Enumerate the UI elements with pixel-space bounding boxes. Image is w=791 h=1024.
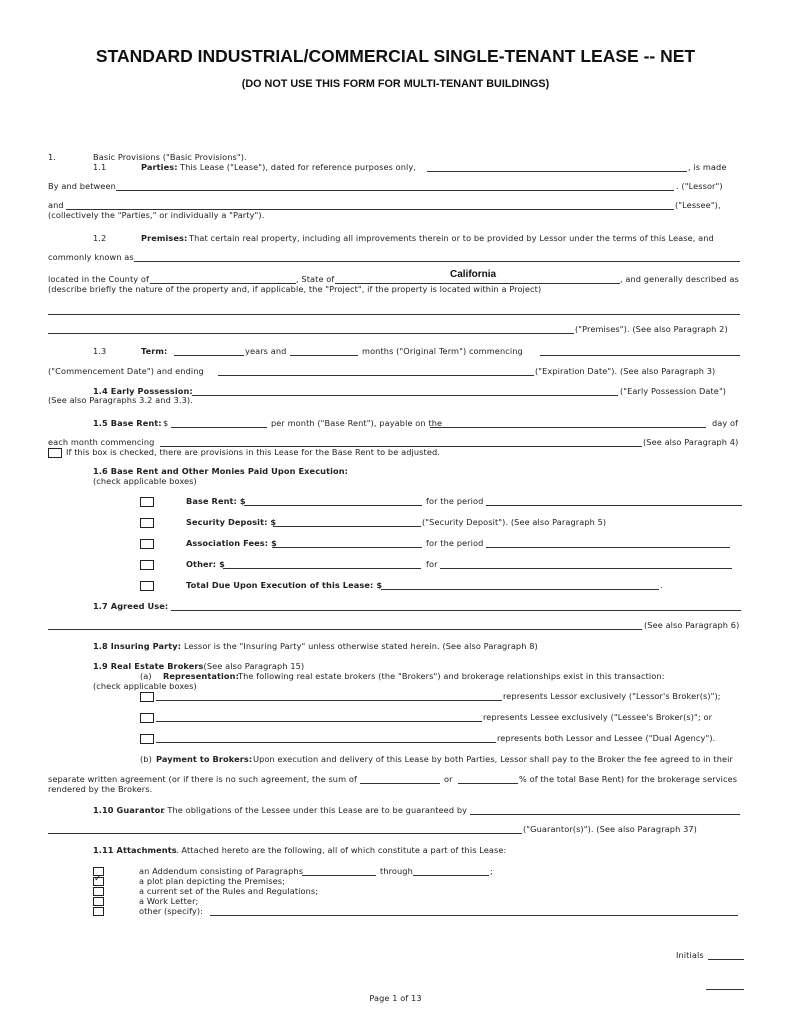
- check-applicable-text: (check applicable boxes): [93, 476, 197, 486]
- see-p4-text: (See also Paragraph 4): [643, 437, 739, 447]
- payment-brokers-text: Upon execution and delivery of this Lease by both Parties, Lessor shall pay to the Broker the fee agreed to in their: [253, 754, 734, 764]
- other-purpose-field[interactable]: [440, 568, 732, 569]
- by-between-text: By and between: [48, 181, 116, 191]
- rendered-text: rendered by the Brokers.: [48, 784, 153, 794]
- plot-plan-checkbox[interactable]: [93, 877, 104, 886]
- other-attachment-checkbox[interactable]: [93, 907, 104, 916]
- base-rent-checkbox[interactable]: [140, 497, 154, 507]
- base-rent-amount-field[interactable]: [171, 427, 267, 428]
- collectively-text: (collectively the "Parties," or individually a "Party").: [48, 210, 265, 220]
- premises-address-field[interactable]: [134, 261, 740, 262]
- security-deposit-ref: ("Security Deposit"). (See also Paragraph 5): [422, 517, 607, 527]
- commonly-known-text: commonly known as: [48, 252, 134, 262]
- rules-checkbox[interactable]: [93, 887, 104, 896]
- attachments-text: . Attached hereto are the following, all of which constitute a part of this Lease:: [176, 845, 507, 855]
- per-month-text: per month ("Base Rent"), payable on the: [271, 418, 443, 428]
- premises-label: Premises:: [141, 233, 188, 243]
- early-possession-field[interactable]: [192, 395, 618, 396]
- premises-text: That certain real property, including all improvements therein or to be provided by Lessor under the terms of this Lease, and: [189, 233, 714, 243]
- security-deposit-label: Security Deposit: $: [186, 517, 277, 527]
- total-due-checkbox[interactable]: [140, 581, 154, 591]
- paragraph-number: 1.2: [93, 233, 107, 243]
- lessee-broker-checkbox[interactable]: [140, 713, 154, 723]
- insuring-party-label: 1.8 Insuring Party:: [93, 641, 182, 651]
- day-of-text: day of: [712, 418, 739, 428]
- term-years-field[interactable]: [174, 355, 244, 356]
- guarantor-label: 1.10 Guarantor: [93, 805, 165, 815]
- representation-text: The following real estate brokers (the "Brokers") and brokerage relationships exist in this transaction:: [238, 671, 665, 681]
- section-heading: Basic Provisions ("Basic Provisions").: [93, 152, 247, 162]
- document-subtitle: (DO NOT USE THIS FORM FOR MULTI-TENANT BUILDINGS): [241, 78, 550, 90]
- describe-briefly-text: (describe briefly the nature of the property and, if applicable, the "Project", if the property is located within a Project): [48, 284, 542, 294]
- early-possession-text: ("Early Possession Date"): [620, 386, 727, 396]
- guarantor-field[interactable]: [470, 814, 740, 815]
- state-value: California: [450, 269, 497, 280]
- initials-text: Initials: [676, 950, 704, 960]
- base-rent-adjusted-checkbox[interactable]: [48, 448, 62, 458]
- brokers-label: 1.9 Real Estate Brokers: [93, 661, 204, 671]
- commencing-field[interactable]: [540, 355, 740, 356]
- original-term-text: months ("Original Term") commencing: [362, 346, 523, 356]
- agreed-use-field[interactable]: [171, 610, 741, 611]
- association-fees-label: Association Fees: $: [186, 538, 277, 548]
- guarantor-ref-text: ("Guarantor(s)"). (See also Paragraph 37): [523, 824, 697, 834]
- separate-agreement-text: separate written agreement (or if there is no such agreement, the sum of: [48, 774, 357, 784]
- guarantor-text: . The obligations of the Lessee under this Lease are to be guaranteed by: [162, 805, 468, 815]
- work-letter-text: a Work Letter;: [139, 896, 199, 906]
- lessor-broker-field[interactable]: [156, 700, 502, 701]
- lessor-label: . ("Lessor"): [676, 181, 723, 191]
- lessor-field[interactable]: [116, 190, 674, 191]
- through-text: through: [380, 866, 413, 876]
- county-text: located in the County of: [48, 274, 150, 284]
- base-rent-paid-field[interactable]: [244, 505, 422, 506]
- guarantor-field-2[interactable]: [48, 833, 522, 834]
- lessee-broker-field[interactable]: [156, 721, 482, 722]
- page-number: Page 1 of 13: [369, 993, 422, 1003]
- commencement-text: ("Commencement Date") and ending: [48, 366, 204, 376]
- rules-text: a current set of the Rules and Regulations;: [139, 886, 319, 896]
- work-letter-checkbox[interactable]: [93, 897, 104, 906]
- agreed-use-label: 1.7 Agreed Use:: [93, 601, 169, 611]
- other-specify-text: other (specify):: [139, 906, 204, 916]
- percent-total-text: % of the total Base Rent) for the brokerage services: [519, 774, 738, 784]
- years-and-text: years and: [245, 346, 287, 356]
- base-rent-label: 1.5 Base Rent:: [93, 418, 162, 428]
- property-description-field-2[interactable]: [48, 333, 574, 334]
- paragraph-number: 1.1: [93, 162, 107, 172]
- lease-date-field[interactable]: [427, 171, 687, 172]
- total-due-period: .: [660, 580, 663, 590]
- document-title: STANDARD INDUSTRIAL/COMMERCIAL SINGLE-TENANT LEASE -- NET: [95, 46, 696, 66]
- monies-paid-label: 1.6 Base Rent and Other Monies Paid Upon Execution:: [93, 466, 349, 476]
- check-applicable-text-2: (check applicable boxes): [93, 681, 197, 691]
- addendum-from-field[interactable]: [302, 875, 376, 876]
- property-description-field[interactable]: [48, 314, 740, 315]
- ending-field[interactable]: [218, 375, 534, 376]
- total-due-label: Total Due Upon Execution of this Lease: $: [186, 580, 383, 590]
- total-due-field[interactable]: [381, 589, 659, 590]
- dual-agency-field[interactable]: [156, 742, 496, 743]
- lessee-label: ("Lessee"),: [675, 200, 721, 210]
- or-text: or: [444, 774, 453, 784]
- dual-agency-text: represents both Lessor and Lessee ("Dual Agency").: [497, 733, 716, 743]
- generally-described-text: , and generally described as: [620, 274, 739, 284]
- payment-brokers-label: Payment to Brokers:: [156, 754, 253, 764]
- section-number: 1.: [48, 152, 57, 162]
- other-specify-field[interactable]: [210, 915, 738, 916]
- agreed-use-field-2[interactable]: [48, 629, 642, 630]
- association-period-field[interactable]: [486, 547, 730, 548]
- security-deposit-checkbox[interactable]: [140, 518, 154, 528]
- dual-agency-checkbox[interactable]: [140, 734, 154, 744]
- state-text: , State of: [296, 274, 335, 284]
- initials-field-2[interactable]: [706, 989, 744, 990]
- broker-fee-percent-field[interactable]: [458, 783, 518, 784]
- base-rent-paid-label: Base Rent: $: [186, 496, 246, 506]
- other-label: Other: $: [186, 559, 225, 569]
- lessor-broker-checkbox[interactable]: [140, 692, 154, 702]
- insuring-party-text: Lessor is the "Insuring Party" unless otherwise stated herein. (See also Paragraph 8): [184, 641, 538, 651]
- if-checked-text: If this box is checked, there are provisions in this Lease for the Base Rent to be adjusted.: [66, 447, 440, 457]
- payable-day-field[interactable]: [430, 427, 706, 428]
- representation-label: Representation:: [163, 671, 239, 681]
- dollar-sign: $: [163, 418, 169, 428]
- other-checkbox[interactable]: [140, 560, 154, 570]
- term-months-field[interactable]: [290, 355, 358, 356]
- addendum-to-field[interactable]: [413, 875, 489, 876]
- parties-label: Parties:: [141, 162, 178, 172]
- association-fees-field[interactable]: [272, 547, 422, 548]
- rep-a-label: (a): [140, 671, 152, 681]
- broker-fee-sum-field[interactable]: [360, 783, 440, 784]
- is-made-text: , is made: [688, 162, 727, 172]
- initials-field-1[interactable]: [708, 959, 744, 960]
- for-period-text: for the period: [426, 496, 484, 506]
- brokers-text: : (See also Paragraph 15): [198, 661, 305, 671]
- for-text: for: [426, 559, 438, 569]
- see-p6-text: (See also Paragraph 6): [644, 620, 740, 630]
- term-label: Term:: [141, 346, 168, 356]
- and-text: and: [48, 200, 64, 210]
- see-paragraphs-text: (See also Paragraphs 3.2 and 3.3).: [48, 395, 193, 405]
- lessor-broker-text: represents Lessor exclusively ("Lessor's Broker(s)");: [503, 691, 721, 701]
- base-rent-period-field[interactable]: [486, 505, 742, 506]
- lessee-broker-text: represents Lessee exclusively ("Lessee's Broker(s)"; or: [483, 712, 713, 722]
- pay-b-label: (b): [140, 754, 152, 764]
- expiration-text: ("Expiration Date"). (See also Paragraph 3): [535, 366, 716, 376]
- premises-ref-text: ("Premises"). (See also Paragraph 2): [575, 324, 728, 334]
- addendum-semicolon: ;: [490, 866, 493, 876]
- for-period-text: for the period: [426, 538, 484, 548]
- association-fees-checkbox[interactable]: [140, 539, 154, 549]
- early-possession-label: 1.4 Early Possession:: [93, 386, 193, 396]
- each-month-text: each month commencing: [48, 437, 155, 447]
- security-deposit-field[interactable]: [273, 526, 421, 527]
- parties-text: This Lease ("Lease"), dated for reference purposes only,: [180, 162, 417, 172]
- other-amount-field[interactable]: [223, 568, 421, 569]
- addendum-text: an Addendum consisting of Paragraphs: [139, 866, 304, 876]
- attachments-label: 1.11 Attachments: [93, 845, 177, 855]
- plot-plan-text: a plot plan depicting the Premises;: [139, 876, 286, 886]
- paragraph-number: 1.3: [93, 346, 107, 356]
